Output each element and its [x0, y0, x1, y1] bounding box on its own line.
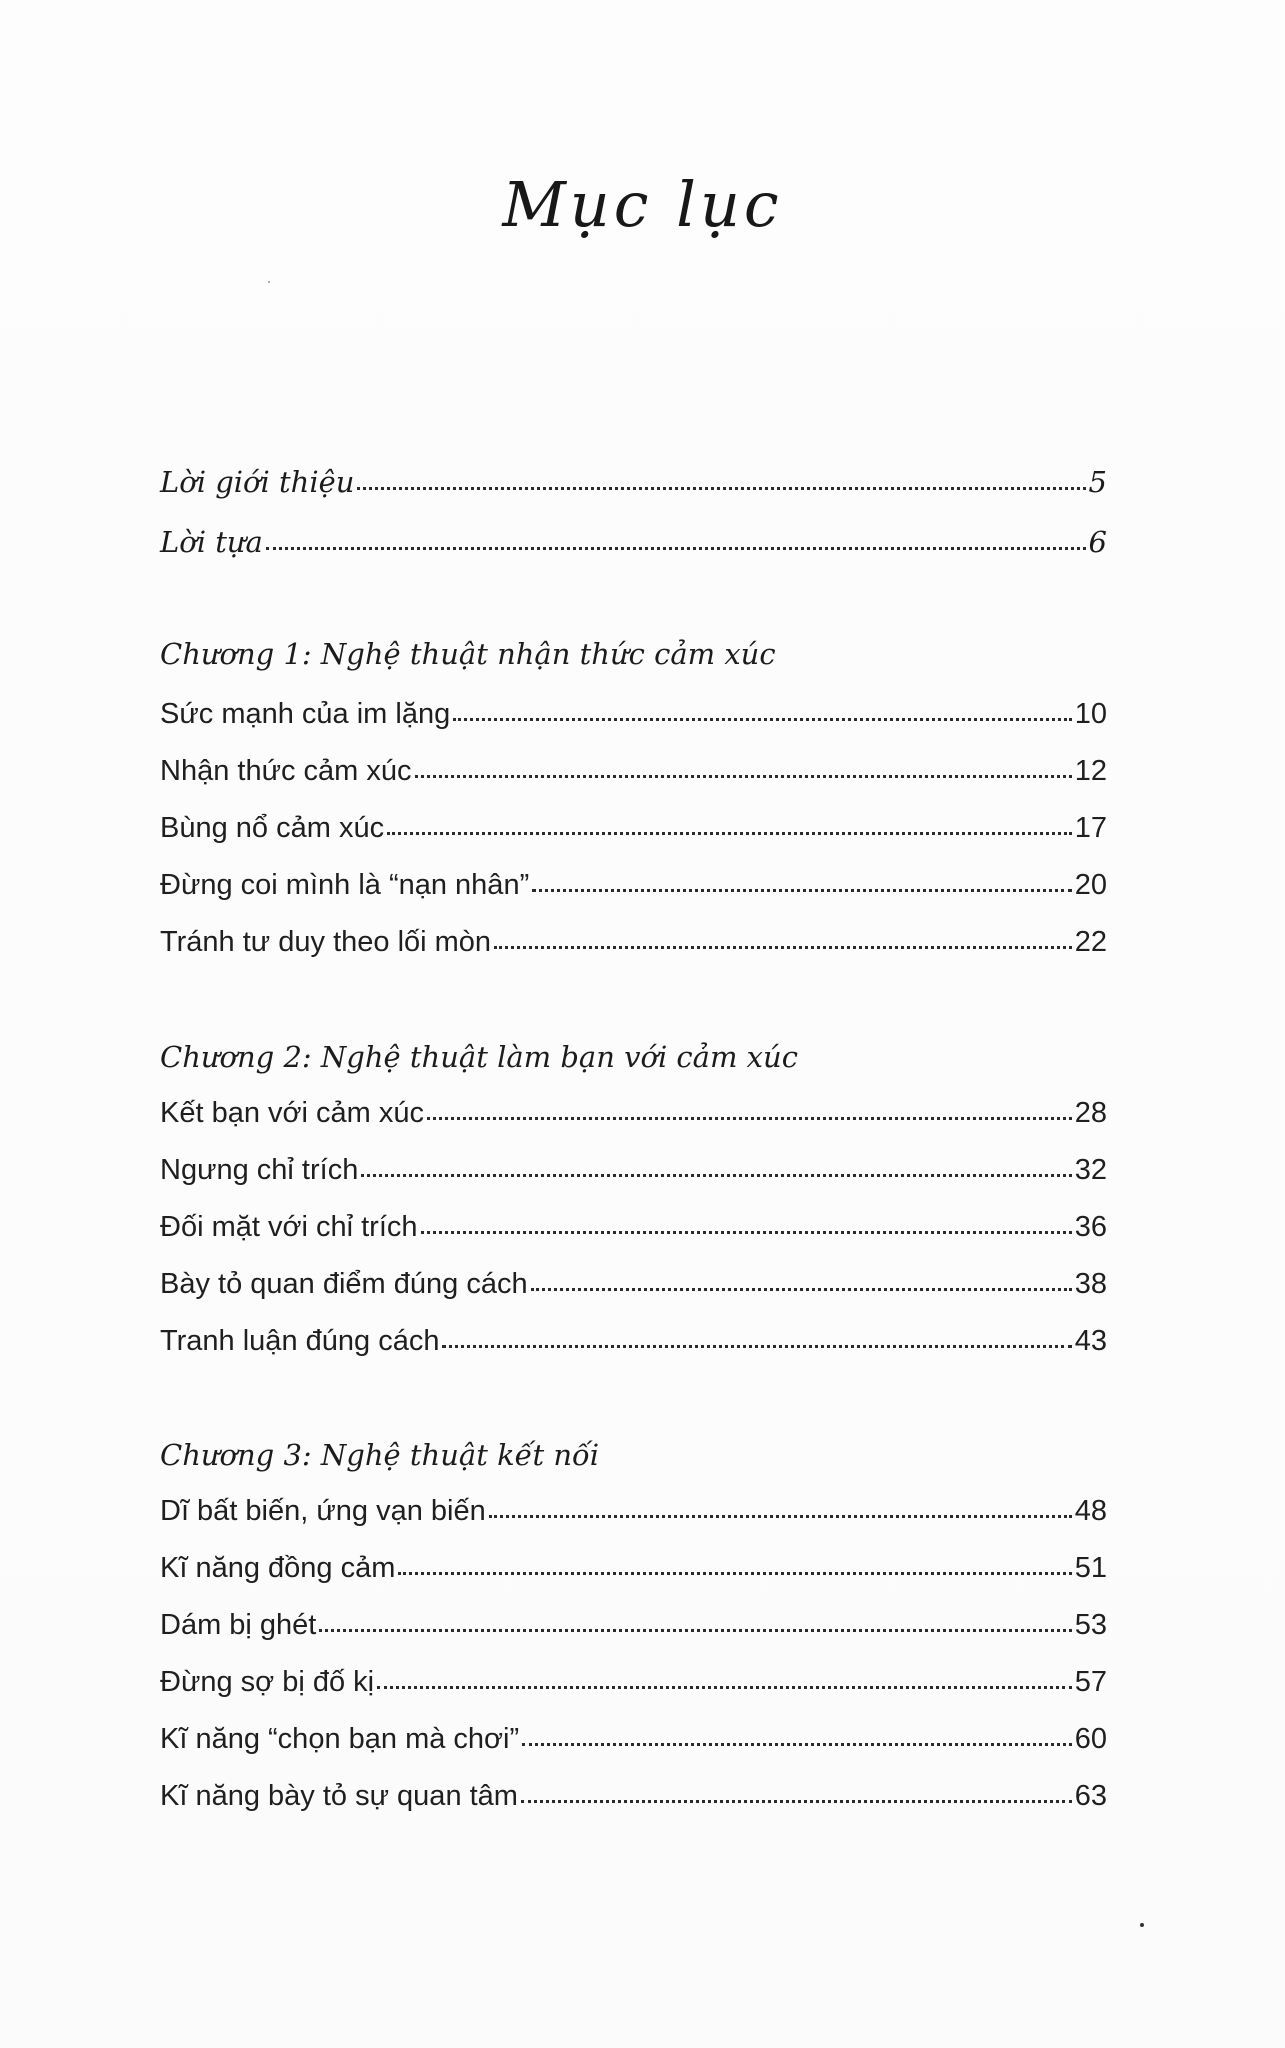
- toc-entry-label: Bày tỏ quan điểm đúng cách: [160, 1268, 528, 1300]
- toc-entry: [160, 1154, 1107, 1187]
- toc-entry: [160, 1495, 1107, 1528]
- dot-leader: [442, 1341, 1071, 1348]
- toc-entry-page: 63: [1074, 1780, 1107, 1812]
- toc-entry-page: 43: [1074, 1325, 1107, 1357]
- toc-entry: [160, 1552, 1107, 1585]
- toc-entry: [160, 812, 1107, 845]
- toc-entry-label: Sức mạnh của im lặng: [160, 698, 451, 730]
- dot-leader: [427, 1113, 1072, 1120]
- toc-entry-label: Lời giới thiệu: [160, 465, 355, 499]
- chapter-heading: Chương 3: Nghệ thuật kết nối: [160, 1438, 600, 1472]
- toc-entry-label: Tránh tư duy theo lối mòn: [160, 926, 492, 958]
- dot-leader: [377, 1682, 1072, 1689]
- page-title: Mục lục: [502, 168, 783, 241]
- toc-entry-page: 51: [1074, 1552, 1107, 1584]
- toc-entry: [160, 1666, 1107, 1699]
- toc-entry: [160, 1609, 1107, 1642]
- toc-entry-page: 57: [1074, 1666, 1107, 1698]
- dot-leader: [453, 714, 1072, 721]
- chapter-heading: Chương 2: Nghệ thuật làm bạn với cảm xúc: [160, 1040, 798, 1074]
- toc-entry: [160, 926, 1107, 959]
- toc-entry-page: 6: [1088, 525, 1107, 559]
- dot-leader: [361, 1170, 1071, 1177]
- toc-entry-label: Ngưng chỉ trích: [160, 1154, 359, 1186]
- dot-leader: [532, 885, 1072, 892]
- toc-entry-preface: [160, 525, 1107, 559]
- dot-leader: [415, 771, 1072, 778]
- toc-entry-label: Bùng nổ cảm xúc: [160, 812, 385, 844]
- dot-leader: [398, 1568, 1071, 1575]
- toc-entry-page: 38: [1074, 1268, 1107, 1300]
- toc-entry-page: 60: [1074, 1723, 1107, 1755]
- toc-entry-label: Đừng coi mình là “nạn nhân”: [160, 869, 530, 901]
- dot-leader: [319, 1625, 1071, 1632]
- toc-entry-page: 20: [1074, 869, 1107, 901]
- dot-leader: [489, 1511, 1072, 1518]
- dot-leader: [494, 942, 1072, 949]
- toc-entry-label: Kết bạn với cảm xúc: [160, 1097, 425, 1129]
- toc-entry-label: Kĩ năng “chọn bạn mà chơi”: [160, 1723, 520, 1755]
- toc-entry-label: Đừng sợ bị đố kị: [160, 1666, 375, 1698]
- toc-entry-label: Dĩ bất biến, ứng vạn biến: [160, 1495, 486, 1527]
- toc-entry-page: 22: [1074, 926, 1107, 958]
- toc-entry-label: Tranh luận đúng cách: [160, 1325, 440, 1357]
- toc-entry-label: Dám bị ghét: [160, 1609, 317, 1641]
- toc-entry-page: 5: [1088, 465, 1107, 499]
- toc-entry: [160, 755, 1107, 788]
- print-speck: [1140, 1923, 1144, 1927]
- dot-leader: [357, 483, 1085, 490]
- toc-entry-page: 12: [1074, 755, 1107, 787]
- toc-entry-page: 10: [1074, 698, 1107, 730]
- toc-entry: [160, 1211, 1107, 1244]
- print-speck: [268, 281, 270, 283]
- toc-entry-page: 32: [1074, 1154, 1107, 1186]
- dot-leader: [521, 1796, 1072, 1803]
- toc-entry-page: 36: [1074, 1211, 1107, 1243]
- toc-entry-label: Lời tựa: [160, 525, 263, 559]
- toc-entry: [160, 698, 1107, 731]
- toc-entry-page: 28: [1074, 1097, 1107, 1129]
- toc-entry: [160, 1780, 1107, 1813]
- toc-entry-page: 48: [1074, 1495, 1107, 1527]
- toc-entry-page: 17: [1074, 812, 1107, 844]
- toc-entry: [160, 869, 1107, 902]
- toc-entry: [160, 1097, 1107, 1130]
- dot-leader: [387, 828, 1072, 835]
- toc-entry: [160, 1268, 1107, 1301]
- chapter-heading: Chương 1: Nghệ thuật nhận thức cảm xúc: [160, 637, 776, 671]
- dot-leader: [266, 543, 1086, 550]
- toc-entry-label: Đối mặt với chỉ trích: [160, 1211, 418, 1243]
- toc-entry: [160, 1325, 1107, 1358]
- toc-entry: [160, 1723, 1107, 1756]
- toc-entry-label: Nhận thức cảm xúc: [160, 755, 412, 787]
- dot-leader: [421, 1227, 1072, 1234]
- toc-entry-page: 53: [1074, 1609, 1107, 1641]
- toc-entry-label: Kĩ năng đồng cảm: [160, 1552, 396, 1584]
- toc-entry-intro: [160, 465, 1107, 499]
- toc-entry-label: Kĩ năng bày tỏ sự quan tâm: [160, 1780, 518, 1812]
- dot-leader: [522, 1739, 1072, 1746]
- dot-leader: [531, 1284, 1072, 1291]
